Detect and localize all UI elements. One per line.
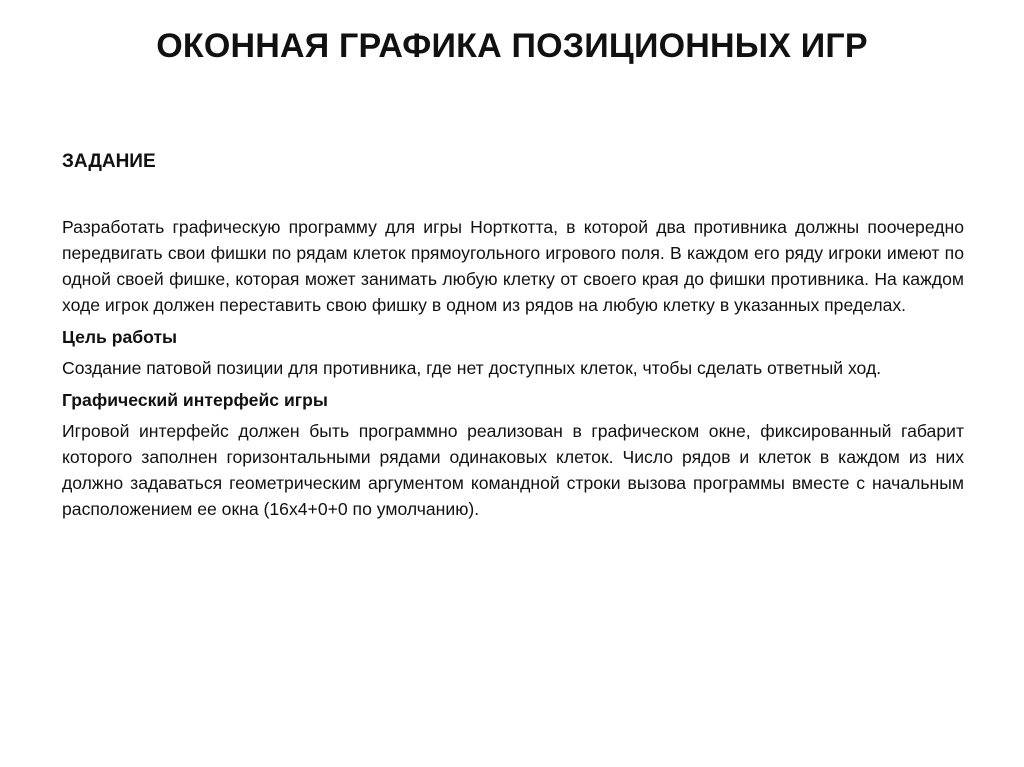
gui-paragraph: Игровой интерфейс должен быть программно реализован в графическом окне, фиксированный габарит которого заполнен горизонтальными рядами одинаковых клеток. Число рядов и клеток в каждом из них должно задаваться геометрическим аргументом командной строки вызова программы вместе с начальным расположением ее окна (16x4+0+0 по умолчанию).	[62, 421, 964, 519]
section-heading-task: ЗАДАНИЕ	[62, 151, 156, 172]
slide-content	[62, 150, 964, 528]
gui-heading: Графический интерфейс игры	[62, 390, 328, 410]
task-paragraph: Разработать графическую программу для игры Норткотта, в которой два противника должны поочередно передвигать свои фишки по рядам клеток прямоугольного игрового поля. В каждом его ряду игроки имеют по одной своей фишке, которая может занимать любую клетку от своего края до фишки противника. На каждом ходе игрок должен переставить свою фишку в одном из рядов на любую клетку в указанных пределах.	[62, 217, 964, 315]
goal-heading: Цель работы	[62, 327, 178, 347]
goal-paragraph: Создание патовой позиции для противника, где нет доступных клеток, чтобы сделать ответный ход.	[62, 358, 882, 378]
slide-title: ОКОННАЯ ГРАФИКА ПОЗИЦИОННЫХ ИГР	[156, 27, 868, 65]
